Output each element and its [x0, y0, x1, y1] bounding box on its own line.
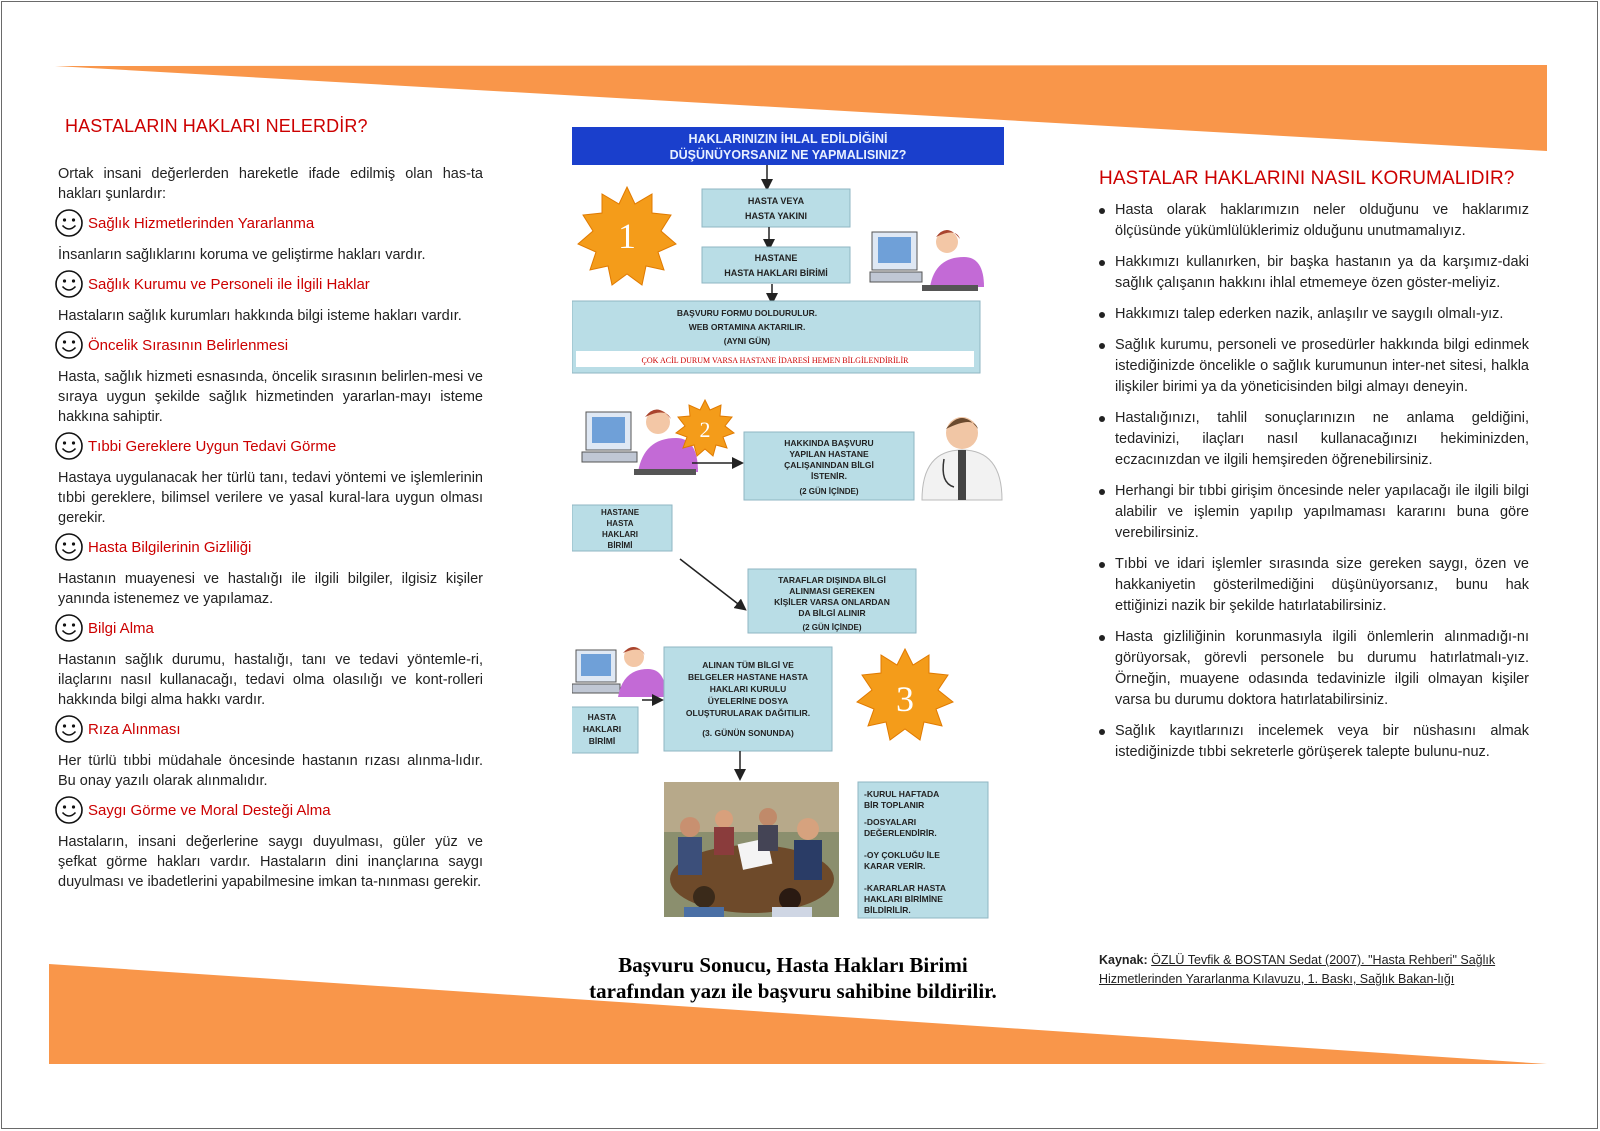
computer-user-illustration-3: [572, 647, 666, 697]
flow-diagram: [572, 127, 1022, 957]
box-unit-top-l2: HASTA HAKLARI BİRİMİ: [724, 268, 828, 278]
box-patient-l2: HASTA YAKINI: [744, 211, 808, 221]
box-others-l3: KİŞİLER VARSA ONLARDAN: [774, 597, 890, 607]
computer-user-illustration-1: [870, 230, 984, 291]
box-distribute-l1: ALINAN TÜM BİLGİ VE: [702, 660, 794, 670]
right-item-title-row: [58, 208, 483, 238]
source-key: Kaynak:: [1099, 953, 1148, 967]
source-citation: [1099, 951, 1529, 989]
advice-item: [1099, 200, 1529, 242]
box-board-l8: HAKLARI BİRİMİNE: [864, 894, 943, 904]
right-item-text: Hastaların sağlık kurumları hakkında bilgi isteme hakları vardır.: [58, 308, 462, 324]
box-board-l1: -KURUL HAFTADA: [864, 789, 940, 799]
right-title: HASTALAR HAKLARINI NASIL KORUMALIDIR?: [1099, 168, 1515, 189]
box-info-l4: İSTENİR.: [811, 471, 847, 481]
right-item-title-row: [58, 431, 483, 461]
right-item-text: İnsanların sağlıklarını koruma ve geliştirme hakları vardır.: [58, 247, 426, 263]
advice-item: [1099, 304, 1529, 325]
right-item-title: Öncelik Sırasının Belirlenmesi: [88, 336, 289, 354]
advice-text: Hasta olarak haklarımızın neler olduğunu ve haklarımız ölçüsünde yükümlülüklerimiz olduğunu unutmamalıyız.: [1115, 202, 1529, 239]
right-item-title: Hasta Bilgilerinin Gizliliği: [88, 538, 252, 556]
box-info-l1: HAKKINDA BAŞVURU: [784, 438, 874, 448]
smiley-icon: [54, 714, 84, 744]
flow-caption-line1: Başvuru Sonucu, Hasta Hakları Birimi: [618, 953, 968, 977]
box-distribute-l2: BELGELER HASTANE HASTA: [687, 672, 809, 682]
advice-item: [1099, 408, 1529, 471]
right-item-title-row: [58, 714, 483, 744]
box-unit-mid-l3: HAKLARI: [602, 530, 638, 539]
box-unit-low-l1: HASTA: [587, 712, 617, 722]
flow-header-line2: DÜŞÜNÜYORSANIZ NE YAPMALISINIZ?: [669, 148, 907, 162]
right-item-title: Tıbbi Gereklere Uygun Tedavi Görme: [88, 437, 337, 455]
box-form-l3: (AYNI GÜN): [723, 336, 771, 346]
right-item-text: Hastanın muayenesi ve hastalığı ile ilgili bilgiler, ilgisiz kişiler yanında istenemez ve yapılamaz.: [58, 571, 483, 607]
box-unit-mid-l1: HASTANE: [600, 508, 640, 517]
step1-number: 1: [618, 216, 636, 256]
box-unit-mid-l4: BİRİMİ: [607, 541, 633, 550]
smiley-icon: [54, 208, 84, 238]
smiley-icon: [54, 532, 84, 562]
box-board-l3: -DOSYALARI: [864, 817, 917, 827]
advice-item: [1099, 721, 1529, 763]
right-item-title-row: [58, 532, 483, 562]
flow-caption-line2: tarafından yazı ile başvuru sahibine bildirilir.: [589, 979, 997, 1003]
advice-item: [1099, 627, 1529, 711]
box-info-l2: YAPILAN HASTANE: [789, 449, 869, 459]
source-text: ÖZLÜ Tevfik & BOSTAN Sedat (2007). "Hasta Rehberi" Sağlık Hizmetlerinden Yararlanma Kılavuzu, 1. Baskı, Sağlık Bakan-lığı: [1099, 953, 1496, 986]
bullet-icon: [1099, 312, 1105, 318]
smiley-icon: [54, 330, 84, 360]
right-item-title: Bilgi Alma: [88, 619, 154, 637]
bullet-icon: [1099, 416, 1105, 422]
bullet-icon: [1099, 635, 1105, 641]
right-item-title: Sağlık Hizmetlerinden Yararlanma: [88, 214, 315, 232]
advice-text: Sağlık kurumu, personeli ve prosedürler hakkında bilgi edinmek istediğinizde öncelikle o sağlık kurumunun inter-net sitesi, halkla ilişkiler birimi ya da yöneticisinden bilgi almayı deneyin.: [1115, 337, 1529, 395]
box-form-urgent: ÇOK ACİL DURUM VARSA HASTANE İDARESİ HEMEN BİLGİLENDİRİLİR: [641, 356, 909, 365]
advice-item: [1099, 481, 1529, 544]
advice-item: [1099, 335, 1529, 398]
advice-text: Hasta gizliliğinin korunmasıyla ilgili önlemlerin alınmadığı-nı görüyorsak, görevli personele bu durumu hatırlatmalı-yız. Örneğin, muayene odasında tedavinizle ilgili olmayan kişiler varsa bu durumu doktora hatırlatabilirsiniz.: [1115, 629, 1529, 708]
box-board-l9: BİLDİRİLİR.: [864, 905, 911, 915]
box-others-l2: ALINMASI GEREKEN: [789, 586, 875, 596]
box-unit-top-l1: HASTANE: [754, 253, 798, 263]
right-item-title: Saygı Görme ve Moral Desteği Alma: [88, 801, 331, 819]
step3-number: 3: [896, 679, 914, 719]
intro-text: Ortak insani değerlerden hareketle ifade edilmiş olan has-ta hakları şunlardır:: [58, 166, 483, 202]
rights-list: [58, 208, 483, 892]
bullet-icon: [1099, 343, 1105, 349]
box-distribute-l6: (3. GÜNÜN SONUNDA): [702, 728, 794, 738]
box-unit-mid-l2: HASTA: [606, 519, 634, 528]
box-info-l3: ÇALIŞANINDAN BİLGİ: [784, 460, 874, 470]
right-item-text: Hastaların, insani değerlerine saygı duyulması, güler yüz ve şefkat görme hakları vardır. Hastaların dini inançlarına saygı duyulması ve ibadetlerini yapabilmesine imkan ta-nınması gerekir.: [58, 834, 483, 890]
box-distribute-l4: ÜYELERİNE DOSYA: [707, 696, 789, 706]
advice-text: Sağlık kayıtlarınızı incelemek veya bir nüshasını almak istediğinizde tıbbi sekreterle görüşerek talepte bulunu-nuz.: [1115, 723, 1529, 760]
box-board-l6: KARAR VERİR.: [864, 861, 926, 871]
box-others-l4: DA BİLGİ ALINIR: [798, 608, 866, 618]
advice-item: [1099, 554, 1529, 617]
bullet-icon: [1099, 562, 1105, 568]
advice-item: [1099, 252, 1529, 294]
left-column: [58, 116, 483, 892]
box-board-l5: -OY ÇOKLUĞU İLE: [864, 850, 940, 860]
right-item-text: Her türlü tıbbi müdahale öncesinde hastanın rızası alınma-lıdır. Bu onay yazılı olarak alınmalıdır.: [58, 753, 483, 789]
box-distribute-l5: OLUŞTURULARAK DAĞITILIR.: [685, 708, 811, 718]
box-board-l7: -KARARLAR HASTA: [864, 883, 946, 893]
doctor-illustration: [922, 417, 1002, 500]
bullet-icon: [1099, 260, 1105, 266]
smiley-icon: [54, 269, 84, 299]
bullet-icon: [1099, 729, 1105, 735]
box-distribute-l3: HAKLARI KURULU: [709, 684, 787, 694]
box-form-l1: BAŞVURU FORMU DOLDURULUR.: [676, 308, 818, 318]
right-item-title-row: [58, 269, 483, 299]
box-info-l5: (2 GÜN İÇİNDE): [799, 487, 859, 496]
box-board-l2: BİR TOPLANIR: [864, 800, 925, 810]
advice-text: Tıbbi ve idari işlemler sırasında size gereken saygı, özen ve hakkaniyetin gösterilmediğini düşünüyorsanız, bunu hak ettiğinizi nazik bir şekilde hatırlatabilirsiniz.: [1115, 556, 1529, 614]
box-unit-low-l2: HAKLARI: [582, 724, 622, 734]
smiley-icon: [54, 795, 84, 825]
meeting-photo: [664, 782, 839, 917]
right-column: [1099, 168, 1529, 773]
flow-header-line1: HAKLARINIZIN İHLAL EDİLDİĞİNİ: [688, 132, 888, 146]
advice-text: Hastalığınızı, tahlil sonuçlarınızın ne anlama geldiğini, tedavinizi, ilaçları nasıl kullanacağınızı hekiminizden, eczacınızdan ve ilgili hemşireden öğrenebilirsiniz.: [1115, 410, 1529, 468]
box-patient-l1: HASTA VEYA: [747, 196, 805, 206]
advice-text: Hakkımızı kullanırken, bir başka hastanın ya da karşımız-daki sağlık çalışanın hakkını ihlal etmemeye özen göster-meliyiz.: [1115, 254, 1529, 291]
box-board-l4: DEĞERLENDİRİR.: [864, 828, 937, 838]
advice-list: [1099, 200, 1529, 763]
box-patient: [702, 189, 850, 227]
advice-text: Herhangi bir tıbbi girişim öncesinde neler yapılacağı ile ilgili bilgi alabilir ve işlemin yapılıp yapılmaması kararını buna göre verebilirsiniz.: [1115, 483, 1529, 541]
box-form-l2: WEB ORTAMINA AKTARILIR.: [688, 322, 806, 332]
left-title: HASTALARIN HAKLARI NELERDİR?: [65, 116, 368, 136]
smiley-icon: [54, 431, 84, 461]
right-item-title-row: [58, 795, 483, 825]
right-item-title-row: [58, 613, 483, 643]
right-item-title: Sağlık Kurumu ve Personeli ile İlgili Haklar: [88, 275, 370, 293]
arrow-5: [680, 559, 742, 607]
flow-caption: [548, 952, 1038, 1004]
advice-text: Hakkımızı talep ederken nazik, anlaşılır ve saygılı olmalı-yız.: [1115, 306, 1504, 322]
box-others-l5: (2 GÜN İÇİNDE): [802, 623, 862, 632]
step2-number: 2: [699, 417, 711, 442]
box-others-l1: TARAFLAR DIŞINDA BİLGİ: [778, 575, 886, 585]
box-unit-low-l3: BİRİMİ: [588, 736, 616, 746]
right-item-title-row: [58, 330, 483, 360]
bullet-icon: [1099, 208, 1105, 214]
right-item-text: Hastanın sağlık durumu, hastalığı, tanı ve tedavi yöntemle-ri, ilaçlarını nasıl kullanacağı, tedavi olma olasılığı ve kont-rolleri hakkında bilgi alma hakkı vardır.: [58, 652, 483, 708]
bullet-icon: [1099, 489, 1105, 495]
right-item-title: Rıza Alınması: [88, 720, 181, 738]
right-item-text: Hasta, sağlık hizmeti esnasında, öncelik sırasının belirlen-mesi ve sıraya uygun şekilde sağlık hizmetinden yararlan-mayı isteme hakkına sahiptir.: [58, 369, 483, 425]
right-item-text: Hastaya uygulanacak her türlü tanı, tedavi yöntemi ve işlemlerinin tıbbi gereklere, bilimsel verilere ve yasal kural-lara uygun olması gerekir.: [58, 470, 483, 526]
smiley-icon: [54, 613, 84, 643]
